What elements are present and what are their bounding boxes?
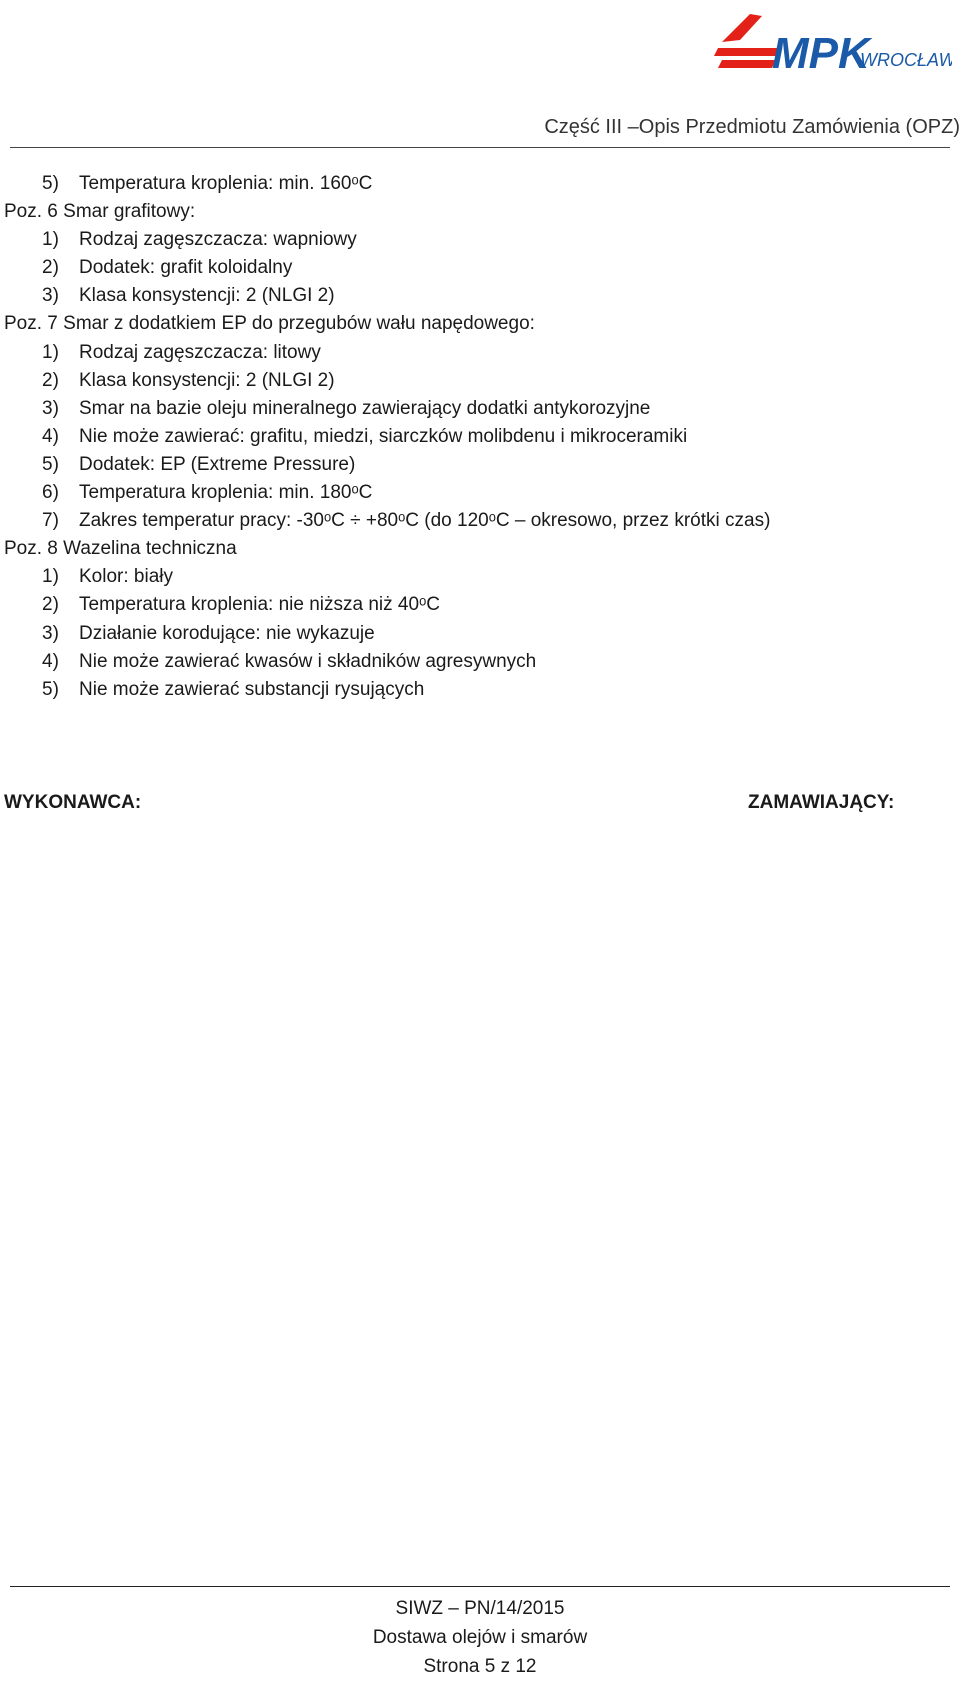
list-item-text: Kolor: biały (79, 566, 173, 588)
list-item-text: Dodatek: grafit koloidalny (79, 257, 293, 279)
list-item-text: Nie może zawierać: grafitu, miedzi, siarczków molibdenu i mikroceramiki (79, 425, 688, 447)
list-item (4, 620, 944, 648)
list-item-number: 1) (42, 566, 59, 588)
list-item-text: Klasa konsystencji: 2 (NLGI 2) (79, 285, 335, 307)
list-item-text: Nie może zawierać kwasów i składników agresywnych (79, 650, 537, 672)
list-item (4, 282, 944, 310)
list-item-text: Klasa konsystencji: 2 (NLGI 2) (79, 369, 335, 391)
list-item-number: 2) (42, 257, 59, 279)
list-item-number: 3) (42, 285, 59, 307)
document-section-title: Część III –Opis Przedmiotu Zamówienia (OPZ) (544, 116, 960, 138)
logo-sub-text: WROCŁAW (860, 50, 952, 70)
list-item (4, 507, 944, 535)
position-heading: Poz. 8 Wazelina techniczna (4, 538, 237, 560)
list-item (4, 479, 944, 507)
logo-mark-text: MPK (772, 29, 870, 74)
list-item (4, 591, 944, 619)
footer-subject: Dostawa olejów i smarów (372, 1627, 588, 1648)
list-item-number: 6) (42, 482, 59, 504)
list-item-number: 2) (42, 369, 59, 391)
list-item-text: Dodatek: EP (Extreme Pressure) (79, 453, 356, 475)
footer-page-number: Strona 5 z 12 (423, 1656, 537, 1677)
list-item-number: 4) (42, 650, 59, 672)
list-item-text: Nie może zawierać substancji rysujących (79, 678, 425, 700)
footer-reference: SIWZ – PN/14/2015 (395, 1598, 565, 1619)
list-item-number: 2) (42, 594, 59, 616)
list-item-text: Temperatura kroplenia: nie niższa niż 40ᵒC (79, 594, 440, 616)
list-item-number: 5) (42, 678, 59, 700)
list-item (4, 367, 944, 395)
position-heading: Poz. 7 Smar z dodatkiem EP do przegubów wału napędowego: (4, 313, 535, 335)
list-item-number: 7) (42, 510, 59, 532)
list-item (4, 226, 944, 254)
signature-row (4, 792, 950, 820)
list-item (4, 563, 944, 591)
list-item-text: Smar na bazie oleju mineralnego zawierający dodatki antykorozyjne (79, 397, 651, 419)
list-item (4, 395, 944, 423)
list-item-number: 1) (42, 341, 59, 363)
client-signature-label: ZAMAWIAJĄCY: (748, 792, 895, 813)
list-item-number: 5) (42, 173, 59, 194)
list-item-text: Rodzaj zagęszczacza: litowy (79, 341, 321, 363)
list-item-number: 3) (42, 397, 59, 419)
position-heading: Poz. 6 Smar grafitowy: (4, 201, 196, 223)
list-item-number: 1) (42, 229, 59, 251)
list-item-number: 5) (42, 453, 59, 475)
list-item-text: Temperatura kroplenia: min. 180ᵒC (79, 482, 373, 504)
page-footer (0, 1594, 960, 1681)
list-item-text: Zakres temperatur pracy: -30ᵒC ÷ +80ᵒC (do 120ᵒC – okresowo, przez krótki czas) (79, 510, 771, 532)
footer-divider (10, 1586, 950, 1587)
list-item (4, 339, 944, 367)
specification-list (4, 170, 944, 704)
list-item-text: Temperatura kroplenia: min. 160ᵒC (79, 173, 373, 194)
list-item (4, 170, 944, 198)
header-divider (10, 147, 950, 148)
contractor-signature-label: WYKONAWCA: (4, 792, 142, 813)
list-item (4, 254, 944, 282)
list-item-number: 4) (42, 425, 59, 447)
mpk-logo (712, 4, 952, 74)
list-item (4, 648, 944, 676)
list-item (4, 423, 944, 451)
list-item-text: Działanie korodujące: nie wykazuje (79, 622, 375, 644)
list-item (4, 451, 944, 479)
list-item (4, 676, 944, 704)
list-item-number: 3) (42, 622, 59, 644)
list-item-text: Rodzaj zagęszczacza: wapniowy (79, 229, 357, 251)
